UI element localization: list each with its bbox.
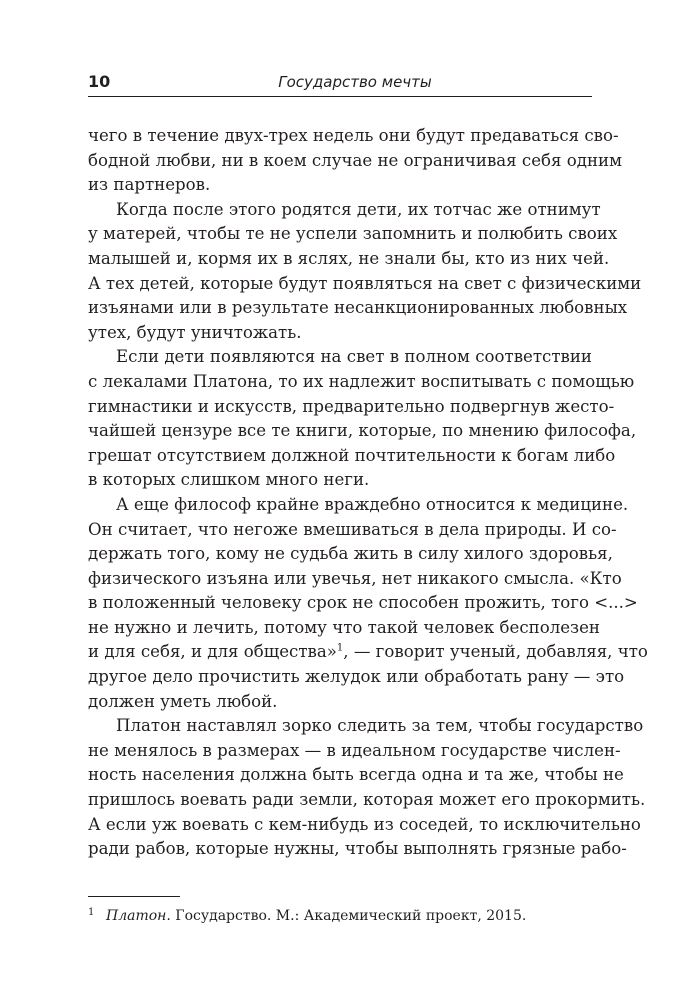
text-line: А тех детей, которые будут появляться на свет с физическими: [88, 273, 642, 293]
text-line: А если уж воевать с кем-нибудь из соседей, то исключительно: [88, 814, 641, 834]
text-line-with-footnote-ref: [88, 640, 648, 665]
footnote-reference[interactable]: 1: [336, 642, 344, 654]
text-line: утех, будут уничтожать.: [88, 322, 302, 342]
text-line: бодной любви, ни в коем случае не ограничивая себя одним: [88, 150, 623, 170]
text-line: чего в течение двух-трех недель они будут предаваться сво-: [88, 126, 619, 145]
body-text: [88, 124, 648, 862]
footnote-mark: 1: [88, 907, 95, 918]
header-rule: [88, 96, 592, 97]
footnote: [88, 906, 592, 926]
text-line: в положенный человеку срок не способен прожить, того <...>: [88, 593, 638, 613]
text-line: Когда после этого родятся дети, их тотчас же отнимут: [116, 199, 601, 219]
text-line: Если дети появляются на свет в полном соответствии: [116, 347, 592, 367]
text-line: в которых слишком много неги.: [88, 470, 370, 490]
text-line-part: и для себя, и для общества»: [88, 642, 337, 662]
text-line: Он считает, что негоже вмешиваться в дела природы. И со-: [88, 519, 617, 539]
text-line: с лекалами Платона, то их надлежит воспитывать с помощью: [88, 371, 635, 391]
text-line: не менялось в размерах — в идеальном государстве числен-: [88, 740, 621, 760]
footnote-author: Платон: [106, 908, 167, 924]
text-line: у матерей, чтобы те не успели запомнить и полюбить своих: [88, 224, 618, 244]
page-number: 10: [88, 72, 111, 91]
text-line: из партнеров.: [88, 175, 211, 195]
text-line: ность населения должна быть всегда одна и та же, чтобы не: [88, 765, 624, 785]
text-line: грешат отсутствием должной почтительности к богам либо: [88, 445, 616, 465]
text-line: малышей и, кормя их в яслях, не знали бы, кто из них чей.: [88, 248, 610, 268]
text-line: должен уметь любой.: [88, 691, 278, 711]
text-line: изъянами или в результате несанкционированных любовных: [88, 298, 628, 318]
text-line: держать того, кому не судьба жить в силу хилого здоровья,: [88, 544, 613, 564]
footnote-rule: [88, 896, 180, 897]
running-title: Государство мечты: [278, 73, 432, 91]
text-line: А еще философ крайне враждебно относится к медицине.: [116, 494, 629, 514]
text-line: физического изъяна или увечья, нет никакого смысла. «Кто: [88, 568, 622, 588]
text-line: гимнастики и искусств, предварительно подвергнув жесто-: [88, 396, 615, 416]
running-head: [88, 72, 592, 94]
text-line: пришлось воевать ради земли, которая может его прокормить.: [88, 790, 646, 810]
text-line: Платон наставлял зорко следить за тем, чтобы государство: [116, 716, 644, 736]
text-line: другое дело прочистить желудок или обработать рану — это: [88, 667, 625, 687]
text-line: чайшей цензуре все те книги, которые, по мнению философа,: [88, 421, 637, 441]
footnote-text: . Государство. М.: Академический проект, 2015.: [166, 908, 527, 924]
text-line: не нужно и лечить, потому что такой человек бесполезен: [88, 617, 600, 637]
text-line-part: , — говорит ученый, добавляя, что: [343, 642, 648, 662]
text-line: ради рабов, которые нужны, чтобы выполнять грязные рабо-: [88, 839, 627, 859]
